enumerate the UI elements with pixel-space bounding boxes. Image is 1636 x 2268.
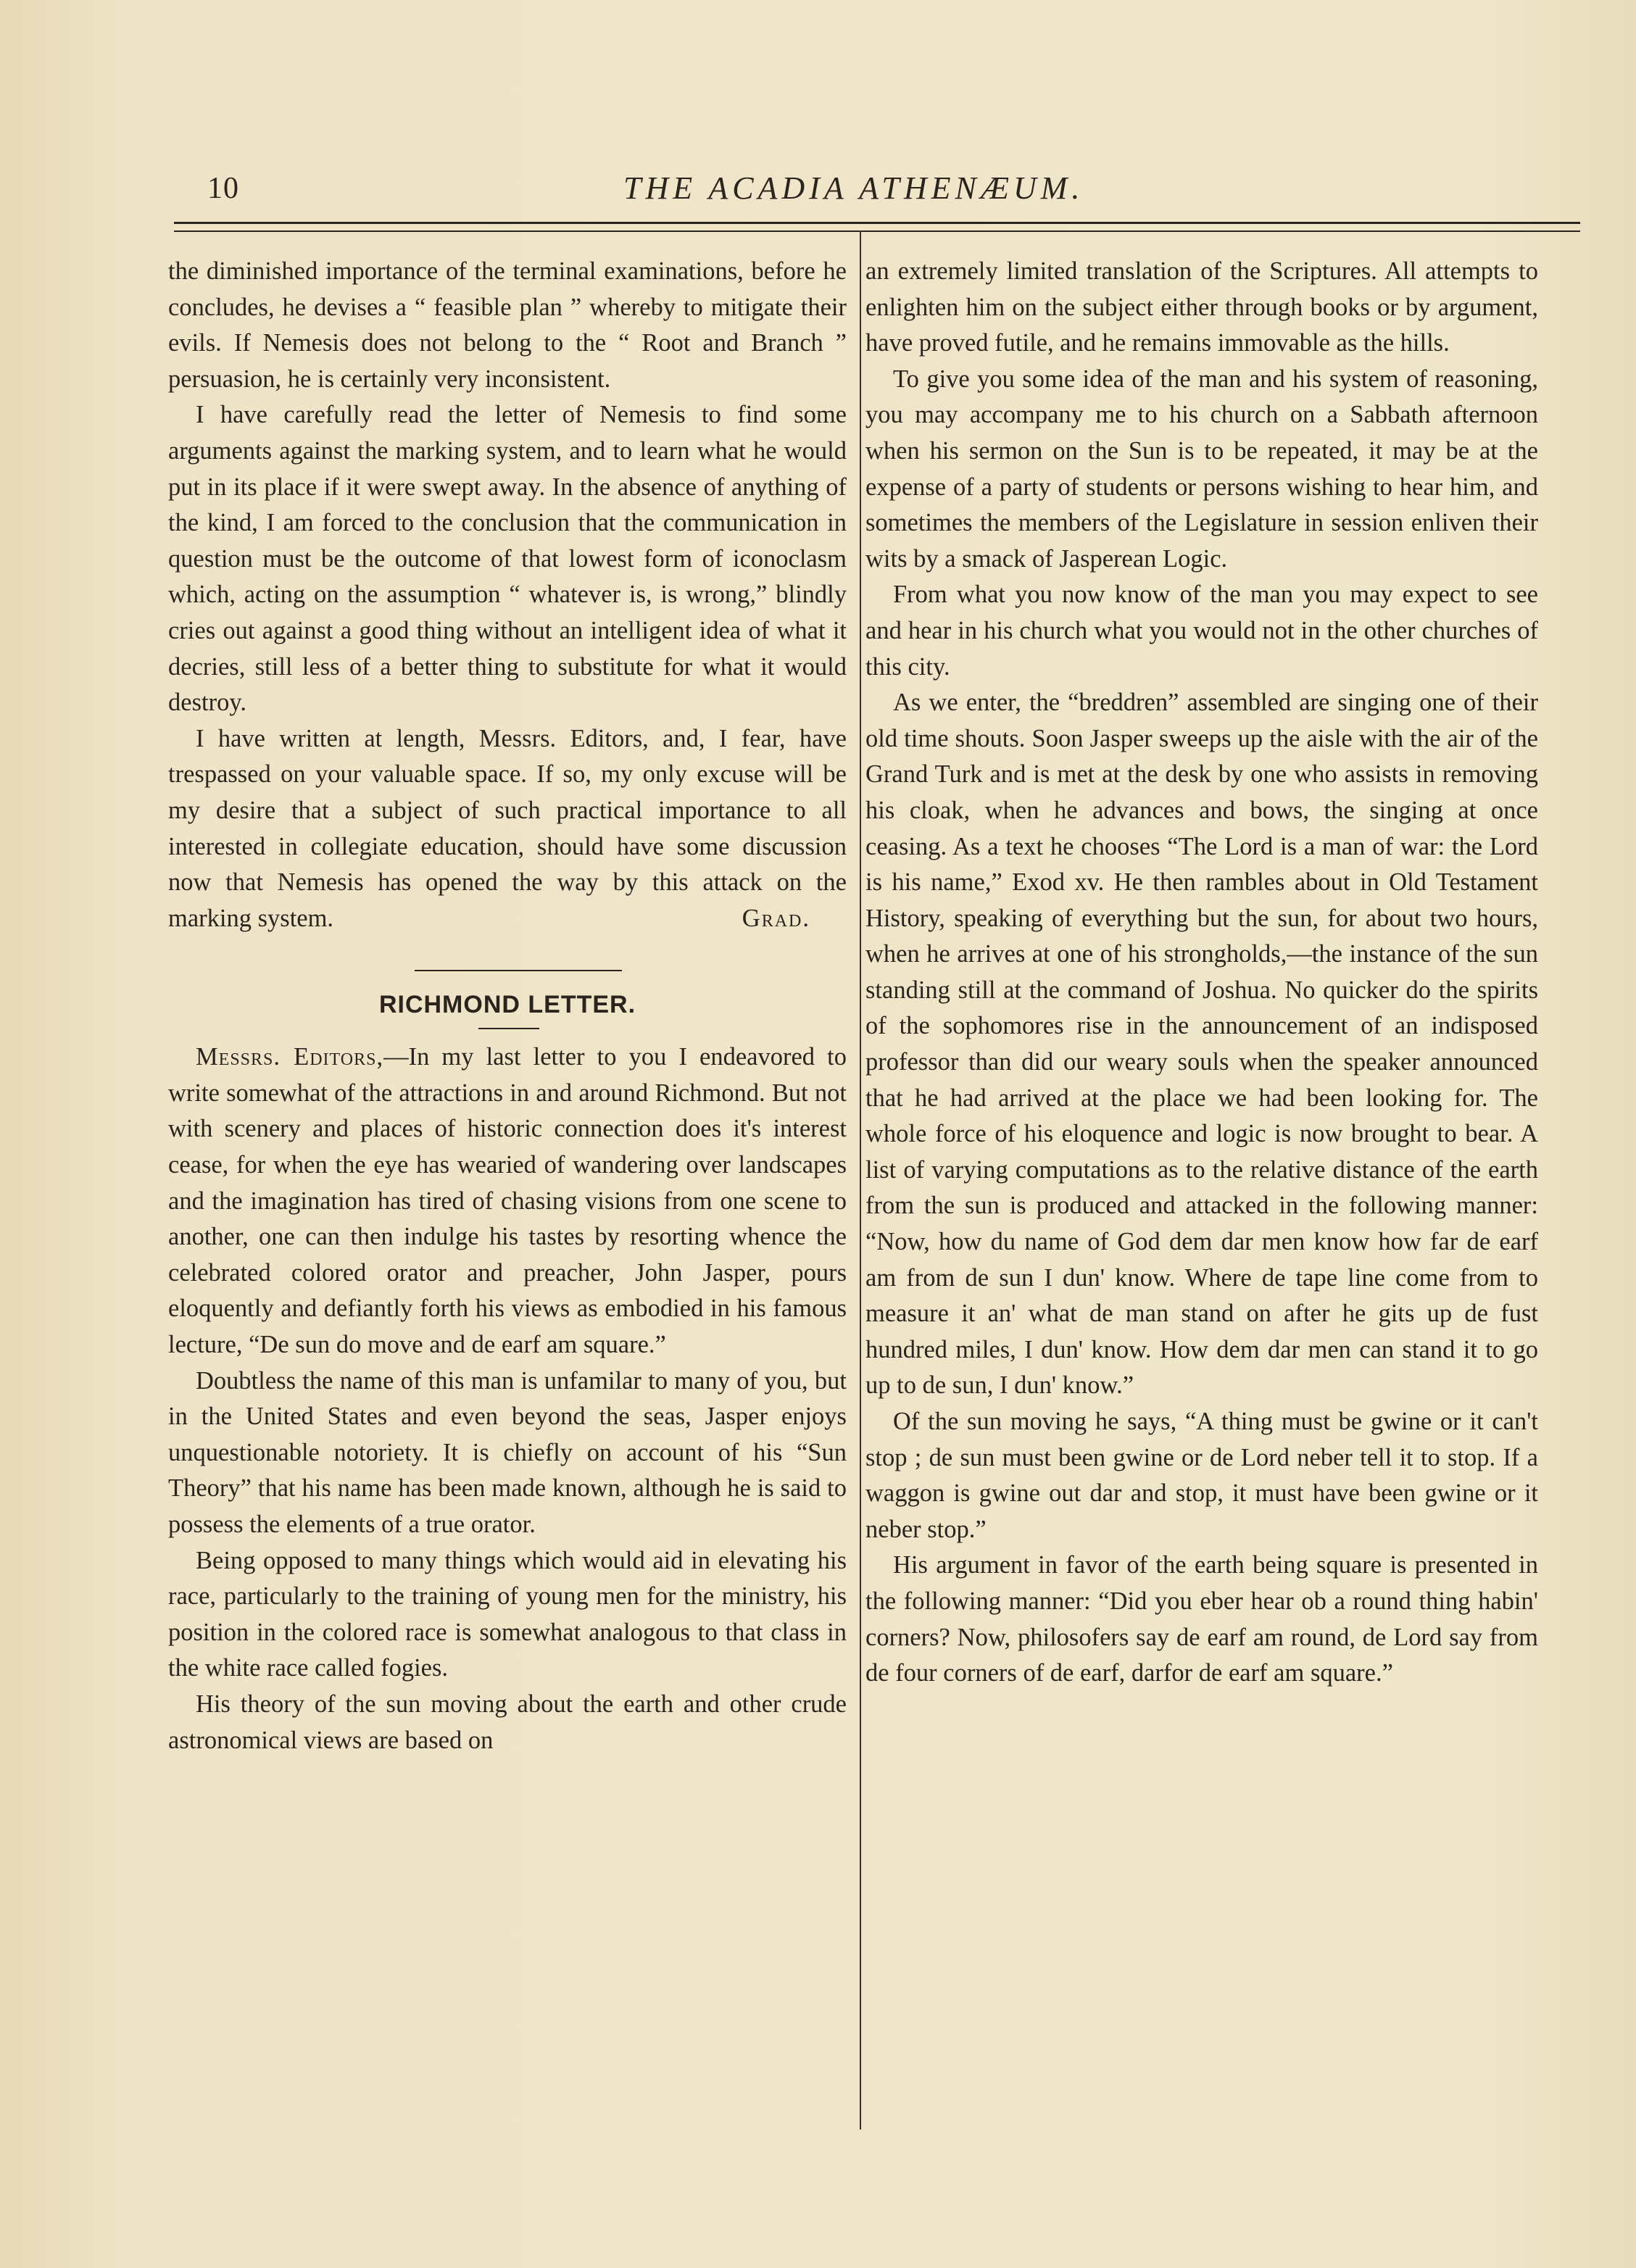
paragraph: an extremely limited translation of the Scriptures. All attempts to enlighten him on the subject either through books or by argument, have proved futile, and he remains immovable as the hills. [865,257,1538,357]
paragraph: His theory of the sun moving about the earth and other crude astronomical views are based on [168,1690,847,1754]
section-title: RICHMOND LETTER. [378,991,636,1019]
page-number: 10 [207,172,239,205]
paragraph: His argument in favor of the earth being square is presented in the following manner: “Did you eber hear ob a round thing habin' corners? Now, philosofers say de earf am round, de Lord say from de four corners of de earf, darfor de earf am square.” [865,1551,1538,1687]
paragraph: I have carefully read the letter of Nemesis to find some arguments against the marking system, and to learn what he would put in its place if it were swept away. In the absence of anything of the kind, I am forced to the conclusion that the communication in question must be the outcome of that lowest form of iconoclasm which, acting on the assumption “ whatever is, is wrong,” blindly cries out against a good thing without an intelligent idea of what it decries, still less of a better thing to substitute for what it would destroy. [168,401,847,717]
left-column [168,254,847,1758]
signature: Grad. [742,904,810,932]
right-column [865,254,1538,1692]
paragraph: From what you now know of the man you may expect to see and hear in his church what you would not in the other churches of this city. [865,581,1538,681]
paragraph [168,1039,847,1363]
journal-title: THE ACADIA ATHENÆUM. [623,170,1084,206]
header-rule-top [174,222,1580,224]
paragraph: Being opposed to many things which would aid in elevating his race, particularly to the training of young men for the ministry, his position in the colored race is somewhat analogous to that class in the white race called fogies. [168,1546,847,1682]
column-divider [860,230,861,2130]
paragraph-text: I have written at length, Messrs. Editors, and, I fear, have trespassed on your valuable space. If so, my only excuse will be my desire that a subject of such practical importance to all interested in collegiate education, should have some discussion now that Nemesis has opened the way by this attack on the marking system. [168,724,847,932]
paragraph: Of the sun moving he says, “A thing must be gwine or it can't stop ; de sun must been gwine or de Lord neber tell it to stop. If a waggon is gwine out dar and stop, it must have been gwine or it neber stop.” [865,1408,1538,1543]
salutation: Messrs. Editors, [196,1043,384,1071]
paragraph [168,721,847,937]
section-subdivider [478,1028,539,1029]
section-divider [415,970,622,971]
page-header [174,165,1580,216]
paragraph: Doubtless the name of this man is unfamilar to many of you, but in the United States and even beyond the seas, Jasper enjoys unquestionable notoriety. It is chiefly on account of his “Sun Theory” that his name has been made known, although he is said to possess the elements of a true orator. [168,1366,847,1538]
header-rule-bottom [174,230,1580,232]
paragraph: To give you some idea of the man and his system of reasoning, you may accompany me to his church on a Sabbath afternoon when his sermon on the Sun is to be repeated, it may be at the expense of a party of students or persons wishing to hear him, and sometimes the members of the Legislature in session enliven their wits by a smack of Jasperean Logic. [865,365,1538,573]
paragraph-text: —In my last letter to you I endeavored to write somewhat of the attractions in and around Richmond. But not with scenery and places of historic connection does it's interest cease, for when the eye has wearied of wandering over landscapes and the imagination has tired of chasing visions from one scene to another, one can then indulge his tastes by resorting whence the celebrated colored orator and preacher, John Jasper, pours eloquently and defiantly forth his views as embodied in his famous lecture, “De sun do move and de earf am square.” [168,1043,847,1359]
paragraph: the diminished importance of the terminal examinations, before he concludes, he devises a “ feasible plan ” whereby to mitigate their evils. If Nemesis does not belong to the “ Root and Branch ” persuasion, he is certainly very inconsistent. [168,257,847,393]
paragraph: As we enter, the “breddren” assembled are singing one of their old time shouts. Soon Jasper sweeps up the aisle with the air of the Grand Turk and is met at the desk by one who assists in removing his cloak, when he advances and bows, the singing at once ceasing. As a text he chooses “The Lord is a man of war: the Lord is his name,” Exod xv. He then rambles about in Old Testament History, speaking of everything but the sun, for about two hours, when he arrives at one of his strongholds,—the instance of the sun standing still at the command of Joshua. No quicker do the spirits of the sophomores rise in the announcement of an indisposed professor than did our weary souls when the speaker announced that he had arrived at the place we had been looking for. The whole force of his eloquence and logic is now brought to bear. A list of varying computations as to the relative distance of the earth from the sun is produced and attacked in the following manner: “Now, how du name of God dem dar men know how far de earf am from de sun I dun' know. Where de tape line come from to measure it an' what de man stand on after he gits up de fust hundred miles, I dun' know. How dem dar men can stand it to go up to de sun, I dun' know.” [865,689,1538,1400]
